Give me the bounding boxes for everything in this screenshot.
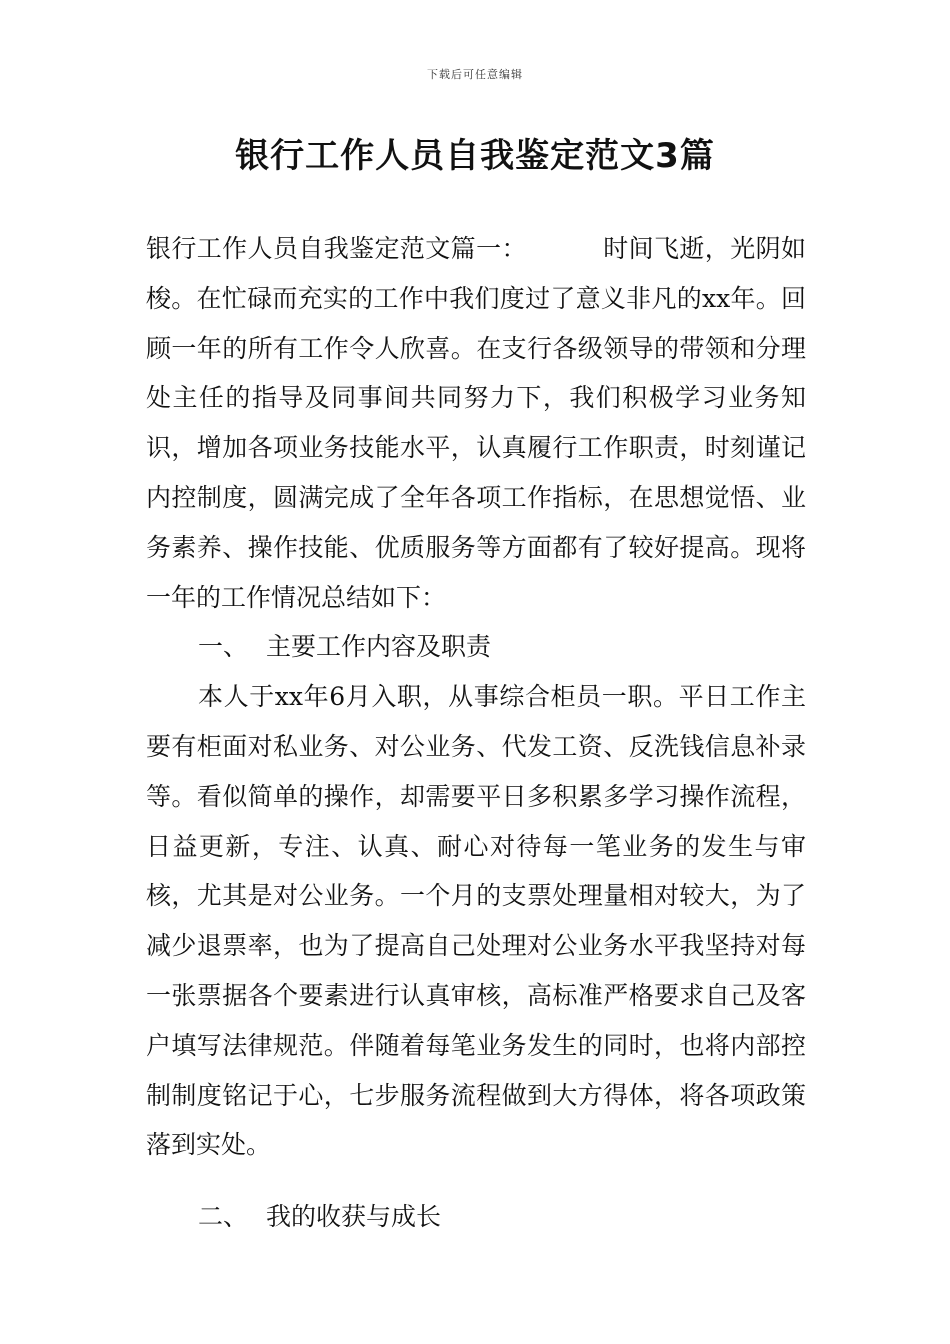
section-number-1: 一、 xyxy=(198,632,249,662)
section-heading-2 xyxy=(146,1192,806,1242)
section-paragraph-1: 本人于xx年6月入职，从事综合柜员一职。平日工作主要有柜面对私业务、对公业务、代发工资、反洗钱信息补录等。看似简单的操作，却需要平日多积累多学习操作流程，日益更新，专注、认真、耐心对待每一笔业务的发生与审核，尤其是对公业务。一个月的支票处理量相对较大，为了减少退票率，也为了提高自己处理对公业务水平我坚持对每一张票据各个要素进行认真审核，高标准严格要求自己及客户填写法律规范。伴随着每笔业务发生的同时，也将内部控制制度铭记于心，七步服务流程做到大方得体，将各项政策落到实处。 xyxy=(146,682,806,1160)
intro-paragraph xyxy=(146,224,806,622)
intro-lead: 银行工作人员自我鉴定范文篇一： xyxy=(146,234,527,263)
paragraph-spacer xyxy=(146,1170,806,1192)
section-number-2: 二、 xyxy=(198,1202,249,1232)
header-note: 下载后可任意编辑 xyxy=(427,68,523,81)
section-title-1: 主要工作内容及职责 xyxy=(266,632,492,662)
document-body xyxy=(146,224,806,1242)
intro-text: 时间飞逝，光阴如梭。在忙碌而充实的工作中我们度过了意义非凡的xx年。回顾一年的所有工作令人欣喜。在支行各级领导的带领和分理处主任的指导及同事间共同努力下，我们积极学习业务知识，增加各项业务技能水平，认真履行工作职责，时刻谨记内控制度，圆满完成了全年各项工作指标，在思想觉悟、业务素养、操作技能、优质服务等方面都有了较好提高。现将一年的工作情况总结如下： xyxy=(146,234,806,612)
document-title: 银行工作人员自我鉴定范文3篇 xyxy=(235,136,715,176)
section-heading-1 xyxy=(146,622,806,672)
section-title-2: 我的收获与成长 xyxy=(266,1202,442,1232)
